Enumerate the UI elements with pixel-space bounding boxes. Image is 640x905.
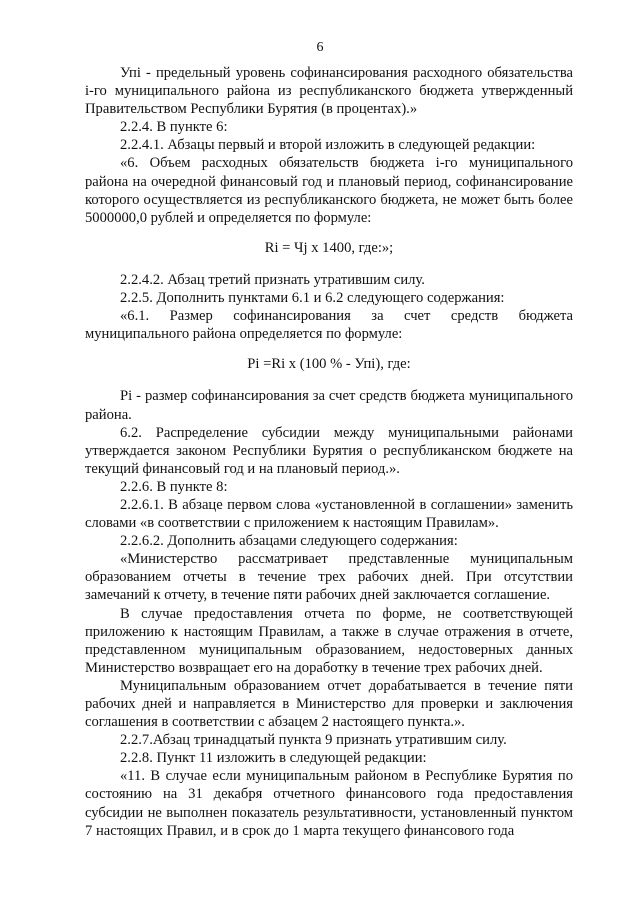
paragraph-2-2-6-2: 2.2.6.2. Дополнить абзацами следующего содержания:	[120, 533, 458, 550]
paragraph-ministry-review: «Министерство рассматривает представленные муниципальным образованием отчеты в течение трех рабочих дней. При отсутствии замечаний к отчету, в течение пяти рабочих дней заключается соглашение.	[85, 551, 573, 604]
paragraph-report-return: В случае предоставления отчета по форме, не соответствующей приложению к настоящим Правилам, а также в случае отражения в отчете, представленном муниципальным образованием, недостоверных данных Министерство возвращает его на доработку в течение трех рабочих дней.	[85, 605, 573, 676]
paragraph-report-revision: Муниципальным образованием отчет дорабатывается в течение пяти рабочих дней и направляется в Министерство для проверки и заключения соглашения в соответствии с абзацем 2 настоящего пункта.».	[85, 677, 573, 731]
paragraph-pi-definition: Pi - размер софинансирования за счет средств бюджета муниципального района.	[85, 388, 573, 423]
paragraph-2-2-6-1: 2.2.6.1. В абзаце первом слова «установленной в соглашении» заменить словами «в соответствии с приложением к настоящим Правилам».	[85, 496, 573, 532]
formula-pi: Pi =Ri х (100 % - Упi), где:	[247, 356, 411, 373]
paragraph-2-2-7: 2.2.7.Абзац тринадцатый пункта 9 признать утратившим силу.	[120, 732, 507, 749]
paragraph-item-6: «6. Объем расходных обязательств бюджета i-го муниципального района на очередной финансовый год и плановый период, софинансирование которого осуществляется из республиканского бюджета, не может быть более 5000000,0 рублей и определяется по формуле:	[85, 155, 573, 226]
paragraph-2-2-6: 2.2.6. В пункте 8:	[120, 478, 228, 495]
document-body	[85, 64, 573, 840]
formula-ri: Ri = Чj х 1400, где:»;	[264, 239, 394, 256]
paragraph-2-2-4: 2.2.4. В пункте 6:	[120, 119, 228, 136]
page-number: 6	[316, 40, 324, 55]
paragraph-2-2-5: 2.2.5. Дополнить пунктами 6.1 и 6.2 следующего содержания:	[120, 290, 505, 307]
paragraph-item-6-2: 6.2. Распределение субсидии между муниципальными районами утверждается законом Республики Бурятия о республиканском бюджете на текущий финансовый год и на плановый период.».	[85, 424, 573, 477]
paragraph-2-2-4-1: 2.2.4.1. Абзацы первый и второй изложить в следующей редакции:	[120, 137, 536, 154]
paragraph-2-2-8: 2.2.8. Пункт 11 изложить в следующей редакции:	[120, 750, 427, 767]
paragraph-2-2-4-2: 2.2.4.2. Абзац третий признать утратившим силу.	[120, 271, 425, 288]
paragraph-item-6-1: «6.1. Размер софинансирования за счет средств бюджета муниципального района определяется по формуле:	[85, 308, 573, 343]
paragraph-upi-definition: Упi - предельный уровень софинансирования расходного обязательства i-го муниципального района из республиканского бюджета утвержденный Правительством Республики Бурятия (в процентах).»	[85, 65, 573, 118]
paragraph-item-11: «11. В случае если муниципальным районом в Республике Бурятия по состоянию на 31 декабря отчетного финансового года предоставления субсидии не выполнен показатель результативности, установленный пунктом 7 настоящих Правил, и в срок до 1 марта текущего финансового года	[85, 768, 573, 839]
